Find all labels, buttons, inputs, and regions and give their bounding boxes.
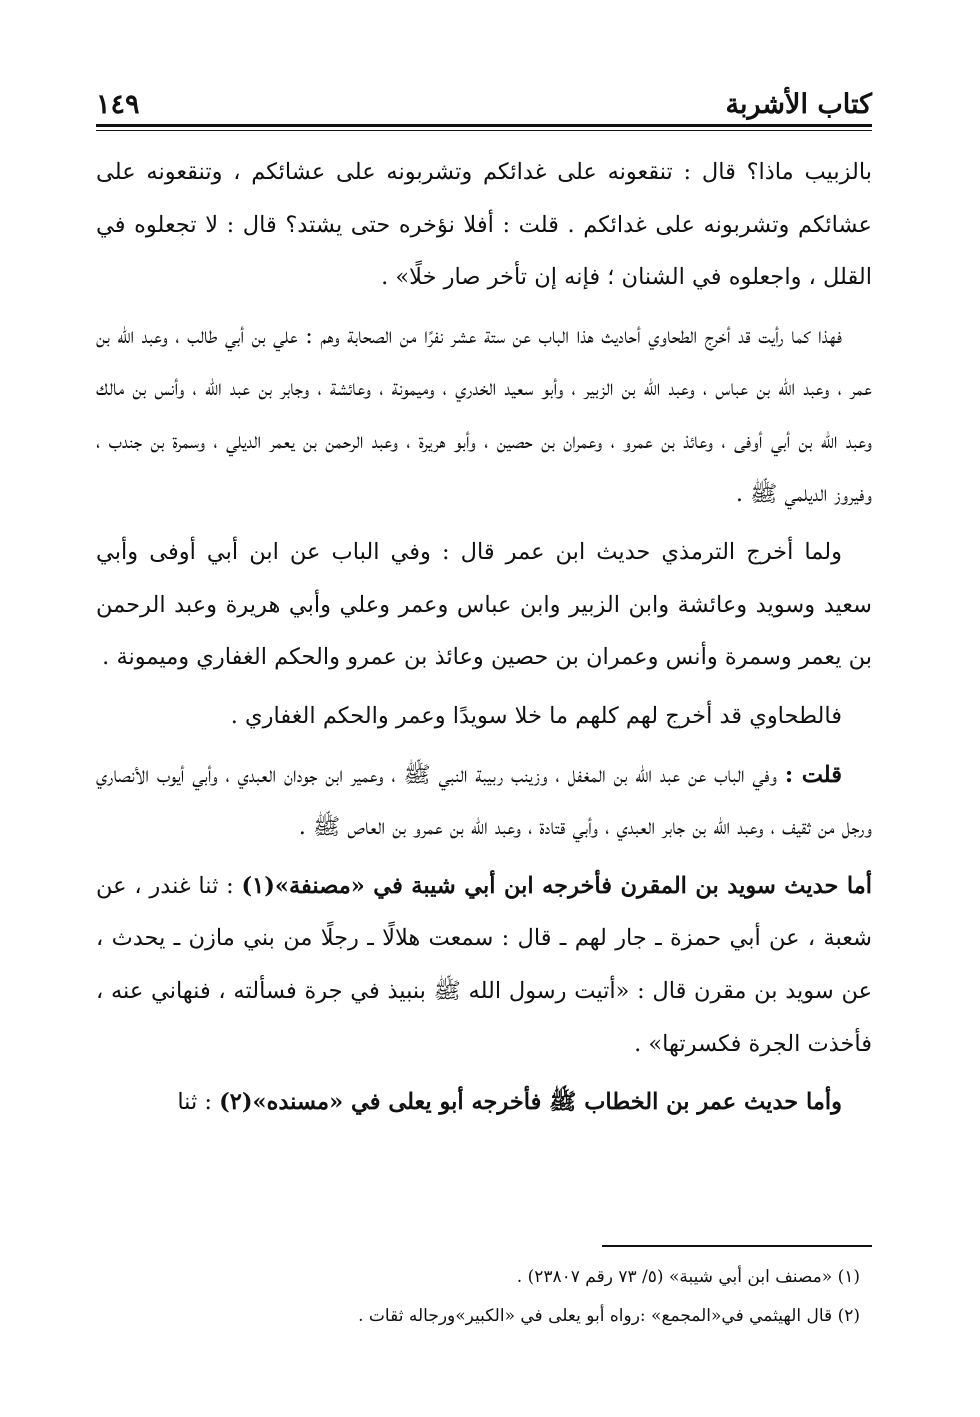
footnotes xyxy=(96,1258,860,1336)
page-number: ١٤٩ xyxy=(96,89,140,120)
paragraph-lead: قلت : xyxy=(784,761,842,788)
book-title: كتاب الأشربة xyxy=(725,89,872,120)
paragraph xyxy=(96,146,872,304)
paragraph-text: بالزبيب ماذا؟ قال : تنقعونه على غدائكم وتشربونه على عشائكم ، وتنقعونه على عشائكم وتشربونه على غدائكم . قلت : أفلا نؤخره حتى يشتد؟ قال : لا تجعلوه في القلل ، واجعلوه في الشنان ؛ فإنه إن تأخر صار خلًا» . xyxy=(96,159,872,291)
footnote-separator xyxy=(602,1245,872,1247)
paragraph-text: : ثنا xyxy=(177,1089,220,1116)
paragraph xyxy=(96,690,872,743)
paragraph xyxy=(96,749,872,854)
footnote: (١) «مصنف ابن أبي شيبة» (٥/ ٧٣ رقم ٢٣٨٠٧) . xyxy=(516,1267,860,1287)
paragraph-text: فالطحاوي قد أخرج لهم كلهم ما خلا سويدًا وعمر والحكم الغفاري . xyxy=(230,702,842,729)
paragraph-text: وفي الباب عن عبد الله بن المغفل ، وزينب ربيبة النبي ﷺ ، وعمير ابن جودان العبدي ، وأبي أيوب الأنصاري ورجل من ثقيف ، وعبد الله بن جابر العبدي ، وأبي قتادة ، وعبد الله بن عمرو بن العاص ﷺ . xyxy=(96,761,872,841)
main-text xyxy=(96,146,872,1129)
footnote: (٢) قال الهيثمي في«المجمع» :رواه أبو يعلى في «الكبير»ورجاله ثقات . xyxy=(358,1306,860,1326)
paragraph xyxy=(96,526,872,684)
paragraph-text: : ثنا غندر ، عن شعبة ، عن أبي حمزة ـ جار لهم ـ قال : سمعت هلالًا ـ رجلًا من بني مازن ـ يحدث ، عن سويد بن مقرن قال : «أتيت رسول الله ﷺ بنبيذ في جرة فسألته ، فنهاني عنه ، فأخذت الجرة فكسرتها» . xyxy=(96,872,872,1057)
paragraph xyxy=(96,860,872,1070)
paragraph xyxy=(96,310,872,520)
paragraph xyxy=(96,1076,872,1129)
header-rule xyxy=(96,124,872,127)
header-rule-thin xyxy=(96,130,872,131)
page-header xyxy=(96,72,872,120)
paragraph-lead: وأما حديث عمر بن الخطاب ﷺ فأخرجه أبو يعلى في «مسنده»(٢) xyxy=(219,1089,842,1116)
paragraph-text: فهذا كما رأيت قد أخرج الطحاوي أحاديث هذا الباب عن ستة عشر نفرًا من الصحابة وهم : علي بن أبي طالب ، وعبد الله بن عمر ، وعبد الله بن عباس ، وعبد الله بن الزبير ، وأبو سعيد الخدري ، وميمونة ، وعائشة ، وجابر بن عبد الله ، وأنس بن مالك وعبد الله بن أبي أوفى ، وعائذ بن عمرو ، وعمران بن حصين ، وأبو هريرة ، وعبد الرحمن بن يعمر الديلي ، وسمرة بن جندب ، وفيروز الديلمي ﷺ . xyxy=(96,322,872,507)
paragraph-text: ولما أخرج الترمذي حديث ابن عمر قال : وفي الباب عن ابن أبي أوفى وأبي سعيد وسويد وعائشة وابن الزبير وابن عباس وعمر وعلي وأبي هريرة وعبد الرحمن بن يعمر وسمرة وأنس وعمران بن حصين وعائذ بن عمرو والحكم الغفاري وميمونة . xyxy=(96,539,872,671)
paragraph-lead: أما حديث سويد بن المقرن فأخرجه ابن أبي شيبة في «مصنفة»(١) xyxy=(241,872,873,899)
